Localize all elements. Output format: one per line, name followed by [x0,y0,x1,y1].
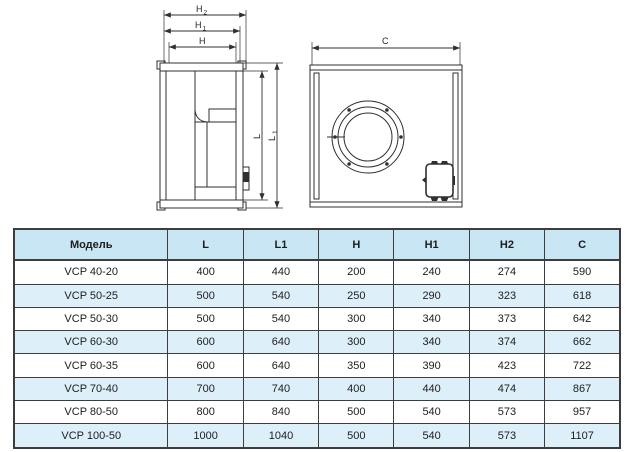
column-header-l1: L1 [243,229,318,260]
cell-l: 700 [168,377,243,400]
column-header-c: C [545,229,620,260]
cell-h: 200 [319,260,394,284]
cell-l1: 640 [243,331,318,354]
cell-c: 722 [545,354,620,377]
side-view-drawing [157,4,283,210]
cell-h2: 274 [469,260,544,284]
table-row [14,354,620,377]
cell-model: VCP 100-50 [14,424,168,448]
table-row [14,307,620,330]
cell-h: 500 [319,424,394,448]
cell-c: 662 [545,331,620,354]
cell-h2: 573 [469,424,544,448]
table-row [14,284,620,307]
table-row [14,400,620,423]
cell-model: VCP 80-50 [14,400,168,423]
dim-label-h1: H [195,20,202,30]
cell-h1: 440 [394,377,469,400]
junction-box [422,161,455,201]
cell-l1: 540 [243,307,318,330]
column-header-h1: H1 [394,229,469,260]
cell-l: 600 [168,354,243,377]
cell-c: 957 [545,400,620,423]
cell-l1: 840 [243,400,318,423]
cell-model: VCP 70-40 [14,377,168,400]
cell-h: 500 [319,400,394,423]
cell-l1: 540 [243,284,318,307]
cell-h2: 474 [469,377,544,400]
dimensions-table-wrap [13,228,621,449]
table-row [14,377,620,400]
cell-c: 642 [545,307,620,330]
cell-l1: 440 [243,260,318,284]
cell-model: VCP 50-30 [14,307,168,330]
table-row [14,424,620,448]
cell-c: 618 [545,284,620,307]
cell-model: VCP 40-20 [14,260,168,284]
dim-label-h2-sub: 2 [203,9,208,17]
cell-h: 300 [319,331,394,354]
cell-l1: 640 [243,354,318,377]
cell-c: 867 [545,377,620,400]
cell-h1: 240 [394,260,469,284]
cell-h1: 540 [394,400,469,423]
cell-l: 800 [168,400,243,423]
fan-casing-side [160,63,243,208]
column-header-l: L [168,229,243,260]
dim-label-h: H [199,36,206,46]
cell-h2: 573 [469,400,544,423]
motor-step [209,109,236,122]
cell-c: 590 [545,260,620,284]
dimensions-table [13,228,621,449]
header-row [14,229,620,260]
cell-l1: 1040 [243,424,318,448]
cell-model: VCP 60-30 [14,331,168,354]
column-header-h: H [319,229,394,260]
cell-l: 500 [168,284,243,307]
cell-h2: 423 [469,354,544,377]
cell-h1: 290 [394,284,469,307]
column-header-model: Модель [14,229,168,260]
cell-l: 400 [168,260,243,284]
cell-model: VCP 60-35 [14,354,168,377]
cell-h2: 373 [469,307,544,330]
cell-h1: 340 [394,307,469,330]
dim-label-c: C [382,36,389,46]
side-rail-left [314,73,319,199]
cell-l: 1000 [168,424,243,448]
cell-h: 400 [319,377,394,400]
cell-h2: 323 [469,284,544,307]
column-header-h2: H2 [469,229,544,260]
cell-h: 300 [319,307,394,330]
dim-label-l: L [252,133,262,139]
cell-h1: 340 [394,331,469,354]
cell-l: 600 [168,331,243,354]
cell-h1: 540 [394,424,469,448]
dim-label-l1: L [267,135,277,141]
cell-l1: 740 [243,377,318,400]
cell-c: 1107 [545,424,620,448]
table-row [14,260,620,284]
front-view-drawing [310,36,462,207]
table-row [14,331,620,354]
cell-h: 250 [319,284,394,307]
cell-model: VCP 50-25 [14,284,168,307]
cell-h2: 374 [469,331,544,354]
dim-label-h2: H [196,4,203,14]
cell-h1: 390 [394,354,469,377]
cell-l: 500 [168,307,243,330]
dim-label-l1-sub: 1 [272,130,279,134]
dim-label-h1-sub: 1 [202,25,207,33]
cell-h: 350 [319,354,394,377]
